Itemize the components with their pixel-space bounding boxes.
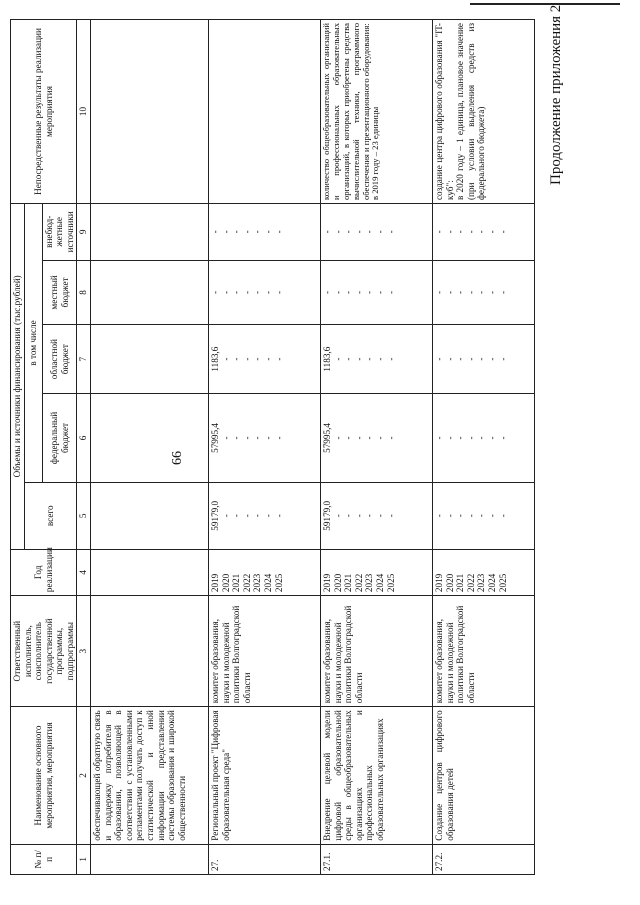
row-total: 59179,0 - - - - - - [209,482,321,549]
row-name: Внедрение целевой модели цифровой образовательной среды в общеобразовательных организациях и профессиональных образовательных организациях [321,707,433,844]
row-regional: - - - - - - - [433,325,535,394]
row-name: обеспечивающей обратную связь и поддержку потребителя в образовании, позволяющей в соответствии с установленными регламентами получать доступ к статистической и иной информации представлении системы образования и широкой общественности [91,707,209,844]
row-total [91,482,209,549]
row-name: Региональный проект "Цифровая образовательная среда" [209,707,321,844]
row-federal: - - - - - - - [433,394,535,483]
col-number: 8 [77,260,91,325]
row-executor: комитет образования, науки и молодежной политики Волгоградской области [433,596,535,707]
header-name: Наименование основного мероприятия, мероприятия [11,707,77,844]
header-row-1 [11,20,25,875]
row-no [91,844,209,874]
row-years: 2019 2020 2021 2022 2023 2024 2025 [209,549,321,595]
row-executor [91,596,209,707]
row-federal: 57995,4 - - - - - - [321,394,433,483]
header-federal: федеральный бюджет [42,394,77,483]
row-no: 27.2. [433,844,535,874]
header-executor: Ответственный исполнитель, соисполнитель государственной программы, подпрограммы [11,596,77,707]
page-number: 66 [170,451,185,465]
row-total: - - - - - - - [433,482,535,549]
row-executor: комитет образования, науки и молодежной политики Волгоградской области [321,596,433,707]
row-result: создание центра цифрового образования "IT-куб": в 2020 году – 1 единица, плановое значение (при условии выделения средств из федерального бюджета) [433,20,535,204]
row-extrabudget: - - - - - - - [321,204,433,261]
row-local: - - - - - - - [209,260,321,325]
col-number: 7 [77,325,91,394]
header-including: в том числе [24,204,42,483]
row-regional [91,325,209,394]
table-row [91,20,209,875]
header-regional: областной бюджет [42,325,77,394]
row-total: 59179,0 - - - - - - [321,482,433,549]
row-local: - - - - - - - [433,260,535,325]
row-executor: комитет образования, науки и молодежной политики Волгоградской области [209,596,321,707]
table-row [321,20,433,875]
table-row [433,20,535,875]
row-local [91,260,209,325]
row-result [91,20,209,204]
row-local: - - - - - - - [321,260,433,325]
row-result: количество общеобразовательных организаций и профессиональных образовательных организаций, в которых приобретены средства вычислительной техники, программного обеспечения и презентационного оборудования: в 2019 году – 23 единицы [321,20,433,204]
row-no: 27.1. [321,844,433,874]
header-extrabudget: внебюд-жетные источники [42,204,77,261]
row-years: 2019 2020 2021 2022 2023 2024 2025 [433,549,535,595]
appendix-title: Продолжение приложения 2 [548,4,564,185]
col-number: 4 [77,549,91,595]
header-finance: Объемы и источники финансирования (тыс.рублей) [11,204,25,550]
row-no: 27. [209,844,321,874]
header-year: Год реализации [11,549,77,595]
row-federal: 57995,4 - - - - - - [209,394,321,483]
header-no: № п/п [11,844,77,874]
header-local: местный бюджет [42,260,77,325]
col-number: 9 [77,204,91,261]
financing-table [10,19,535,875]
col-number: 10 [77,20,91,204]
col-number: 2 [77,707,91,844]
header-result: Непосредственные результаты реализации мероприятия [11,20,77,204]
row-years [91,549,209,595]
row-result [209,20,321,204]
header-numbers-row [77,20,91,875]
row-extrabudget [91,204,209,261]
row-years: 2019 2020 2021 2022 2023 2024 2025 [321,549,433,595]
col-number: 1 [77,844,91,874]
header-total: всего [24,482,77,549]
row-regional: 1183,6 - - - - - - [321,325,433,394]
row-name: Создание центров цифрового образования детей [433,707,535,844]
row-extrabudget: - - - - - - - [209,204,321,261]
scan-artifact-line [470,3,620,5]
row-regional: 1183,6 - - - - - - [209,325,321,394]
row-extrabudget: - - - - - - - [433,204,535,261]
table-row [209,20,321,875]
col-number: 3 [77,596,91,707]
col-number: 5 [77,482,91,549]
row-federal [91,394,209,483]
col-number: 6 [77,394,91,483]
